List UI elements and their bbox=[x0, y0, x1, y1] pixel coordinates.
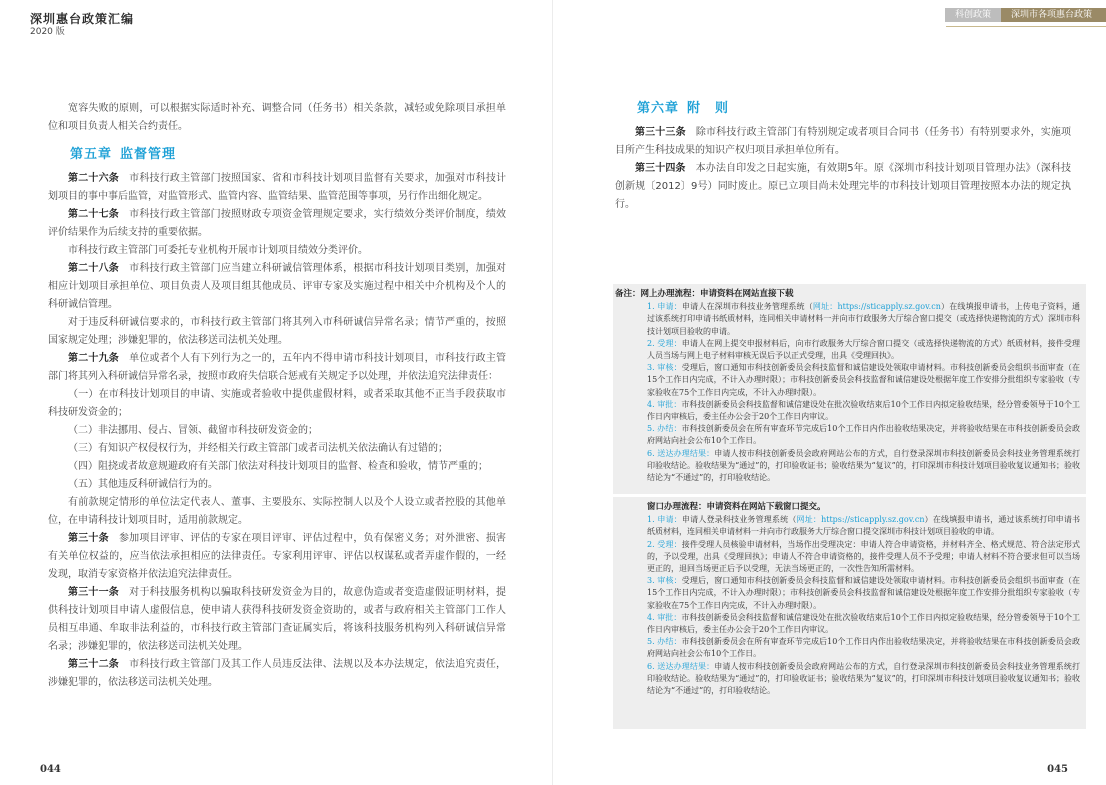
window-step-2: 2. 受理：接件受理人员核验申请材料，当场作出受理决定：申请人符合申请资格，并材料齐全、格式规范、符合法定形式的，予以受理，出具《受理回执》；申请人不符合申请资格的，接件受理人员不予受理；申请人材料不符合要求但可以当场更正的，退回当场更正后予以受理，无法当场更正的，一次性告知所需材料。 bbox=[647, 539, 1080, 574]
online-step-3: 3. 审核：受理后，窗口通知市科技创新委员会科技监督和诚信建设处领取申请材料。市科技创新委员会组织书面审查（在15个工作日内完成，不计入办理时限）；市科技创新委员会科技监督和诚信建设处根据年度工作安排分批组织专家验收（专家验收在75个工作日内完成，不计入办理时限）。 bbox=[647, 363, 1080, 397]
article-26-label: 第二十六条 bbox=[68, 173, 119, 184]
window-step-3: 3. 审核：受理后，窗口通知市科技创新委员会科技监督和诚信建设处领取申请材料。市科技创新委员会组织书面审查（在15个工作日内完成，不计入办理时限）；市科技创新委员会科技监督和诚信建设处根据年度工作安排分批组织专家验收（专家验收在75个工作日内完成，不计入办理时限）。 bbox=[647, 576, 1080, 610]
apply-system-link[interactable]: https://sticapply.sz.gov.cn bbox=[837, 302, 941, 312]
online-step-1: 1. 申请：申请人在深圳市科技业务管理系统（网址：https://sticapply.sz.gov.cn）在线填报申请书，上传电子资料，通过该系统打印申请书纸质材料，连同相关申请材料一并向市行政服务大厅综合窗口提交（或选择快递物流的方式）深圳市科技计划项目验收的申请。 bbox=[647, 302, 1081, 336]
article-29 bbox=[48, 350, 506, 386]
article-28 bbox=[48, 260, 506, 314]
intro-paragraph: 宽容失败的原则，可以根据实际适时补充、调整合同（任务书）相关条款，减轻或免除项目承担单位和项目负责人相关合约责任。 bbox=[48, 103, 506, 132]
left-body-text bbox=[48, 100, 506, 692]
chapter-6-number: 第六章 bbox=[637, 101, 680, 116]
article-29-item: （二）非法挪用、侵占、冒领、截留市科技研发资金的； bbox=[68, 425, 318, 436]
article-33-text: 除市科技行政主管部门有特别规定或者项目合同书（任务书）有特别要求外，实施项目所产生科技成果的知识产权归项目承担单位所有。 bbox=[615, 127, 1072, 156]
book-title: 深圳惠台政策汇编 bbox=[30, 12, 135, 26]
window-step-5: 5. 办结：市科技创新委员会在所有审查环节完成后10个工作日内作出验收结果决定，并将验收结果在市科技创新委员会政府网站向社会公布10个工作日。 bbox=[647, 637, 1080, 659]
chapter-5-name: 监督管理 bbox=[120, 147, 177, 162]
url-label: 网址： bbox=[796, 515, 822, 525]
article-32-text: 市科技行政主管部门及其工作人员违反法律、法规以及本办法规定，依法追究责任，涉嫌犯罪的，依法移送司法机关处理。 bbox=[48, 659, 507, 688]
note-label: 备注： bbox=[615, 289, 641, 299]
article-28-paragraph-2: 对于违反科研诚信要求的，市科技行政主管部门将其列入市科研诚信异常名录；情节严重的，按照国家规定处理；涉嫌犯罪的，依法移送司法机关处理。 bbox=[48, 317, 506, 346]
tab-subsection: 深圳市各项惠台政策 bbox=[1001, 8, 1106, 22]
article-29-label: 第二十九条 bbox=[68, 353, 119, 364]
online-process-title: 备注：网上办理流程：申请资料在网站直接下载 bbox=[615, 289, 794, 299]
window-step-1: 1. 申请：申请人登录科技业务管理系统（网址：https://sticapply.sz.gov.cn）在线填报申请书，通过该系统打印申请书纸质材料，连同相关申请材料一并向市行政服务大厅综合窗口提交深圳市科技计划项目验收的申请。 bbox=[647, 515, 1080, 537]
article-31 bbox=[48, 584, 506, 656]
article-29-item: （一）在市科技计划项目的申请、实施或者验收中提供虚假材料，或者采取其他不正当手段获取市科技研发资金的； bbox=[48, 389, 506, 418]
article-34 bbox=[615, 160, 1071, 214]
section-tabs bbox=[945, 8, 1106, 22]
right-page bbox=[553, 0, 1106, 785]
article-33-label: 第三十三条 bbox=[635, 127, 686, 138]
edition-label: 2020 版 bbox=[30, 27, 65, 37]
article-34-text: 本办法自印发之日起实施，有效期5年。原《深圳市科技计划项目管理办法》（深科技创新规〔2012〕9号）同时废止。原已立项目尚未处理完毕的市科技计划项目管理按照本办法的规定执行。 bbox=[615, 163, 1071, 210]
article-31-label: 第三十一条 bbox=[68, 587, 119, 598]
online-step-2: 2. 受理：申请人在网上提交申报材料后，向市行政服务大厅综合窗口提交（或选择快递物流的方式）纸质材料，接件受理人员当场与网上电子材料审核无误后予以正式受理，出具《受理回执》。 bbox=[647, 338, 1080, 361]
article-29-item: （三）有知识产权侵权行为，并经相关行政主管部门或者司法机关依法确认有过错的； bbox=[68, 443, 448, 454]
article-26-text: 市科技行政主管部门按照国家、省和市科技计划项目监督有关要求，加强对市科技计划项目的事中事后监管，对监管形式、监管内容、监管结果、监管范围等事项，另行作出细化规定。 bbox=[48, 173, 507, 202]
online-step-4: 4. 审批：市科技创新委员会科技监督和诚信建设处在批次验收结束后10个工作日内拟定验收结果，经分管委领导于10个工作日内审核后，委主任办公会于20个工作日内审议。 bbox=[647, 399, 1080, 422]
online-step-6: 6. 送达办理结果：申请人按市科技创新委员会政府网站公布的方式，自行登录深圳市科技创新委员会科技业务管理系统打印验收结论。验收结果为“通过”的，打印验收证书；验收结果为“复议”的，打印深圳市科技计划项目验收复议通知书；验收结论为“不通过”的，打印验收结论。 bbox=[647, 448, 1080, 483]
article-30-label: 第三十条 bbox=[68, 533, 109, 544]
online-step-5: 5. 办结：市科技创新委员会在所有审查环节完成后10个工作日内作出验收结果决定，并将验收结果在市科技创新委员会政府网站向社会公布10个工作日。 bbox=[647, 424, 1080, 446]
header-rule bbox=[946, 26, 1106, 27]
window-process-box bbox=[613, 497, 1086, 729]
chapter-5-heading bbox=[70, 146, 506, 164]
article-27-paragraph-2: 市科技行政主管部门可委托专业机构开展市计划项目绩效分类评价。 bbox=[68, 245, 368, 256]
article-29-text: 单位或者个人有下列行为之一的，五年内不得申请市科技计划项目，市科技行政主管部门将其列入科研诚信异常名录，按照市政府失信联合惩戒有关规定予以处理，并依法追究法律责任： bbox=[48, 353, 507, 382]
left-page-number: 044 bbox=[40, 764, 61, 775]
url-label: 网址： bbox=[812, 302, 838, 312]
right-body-text bbox=[615, 100, 1071, 214]
article-31-text: 对于科技服务机构以骗取科技研发资金为目的，故意伪造或者变造虚假证明材料，提供科技计划项目申请人虚假信息，使申请人获得科技研发资金资助的，或者与政府相关主管部门工作人员相互串通、牟取非法利益的，市科技行政主管部门查证属实后，将该科技服务机构列入科研诚信异常名录；涉嫌犯罪的，依法移送司法机关处理。 bbox=[48, 587, 507, 652]
online-process-box bbox=[613, 284, 1086, 494]
article-32-label: 第三十二条 bbox=[68, 659, 119, 670]
article-34-label: 第三十四条 bbox=[635, 163, 686, 174]
chapter-6-name: 附 则 bbox=[687, 101, 730, 116]
article-30-text: 参加项目评审、评估的专家在项目评审、评估过程中，负有保密义务；对外泄密、损害有关单位权益的，应当依法承担相应的法律责任。专家利用评审、评估以权谋私或者弄虚作假的，一经发现，取消专家资格并依法追究法律责任。 bbox=[48, 533, 507, 580]
chapter-6-heading bbox=[637, 100, 1071, 118]
article-27 bbox=[48, 206, 506, 242]
article-33 bbox=[615, 124, 1071, 160]
article-27-text: 市科技行政主管部门按照财政专项资金管理规定要求，实行绩效分类评价制度，绩效评价结果作为后续支持的重要依据。 bbox=[48, 209, 507, 238]
right-page-number: 045 bbox=[1047, 764, 1068, 775]
apply-system-link[interactable]: https://sticapply.sz.gov.cn bbox=[821, 515, 925, 525]
chapter-5-number: 第五章 bbox=[70, 147, 113, 162]
article-32 bbox=[48, 656, 506, 692]
article-29-item: （五）其他违反科研诚信行为的。 bbox=[68, 479, 218, 490]
article-27-label: 第二十七条 bbox=[68, 209, 119, 220]
article-28-label: 第二十八条 bbox=[68, 263, 119, 274]
tab-section: 科创政策 bbox=[945, 8, 1001, 22]
window-step-4: 4. 审批：市科技创新委员会科技监督和诚信建设处在批次验收结束后10个工作日内拟定验收结果，经分管委领导于10个工作日内审核后，委主任办公会于20个工作日内审议。 bbox=[647, 612, 1080, 635]
article-26 bbox=[48, 170, 506, 206]
article-29-item: （四）阻挠或者故意规避政府有关部门依法对科技计划项目的监督、检查和验收，情节严重的； bbox=[68, 461, 488, 472]
article-29-paragraph-2: 有前款规定情形的单位法定代表人、董事、主要股东、实际控制人以及个人设立或者控股的其他单位，在申请科技计划项目时，适用前款规定。 bbox=[48, 497, 506, 526]
article-30 bbox=[48, 530, 506, 584]
article-28-text: 市科技行政主管部门应当建立科研诚信管理体系，根据市科技计划项目类别，加强对相应计划项目承担单位、项目负责人及项目组其他成员、评审专家及实施过程中相关中介机构及个人的科研诚信管理。 bbox=[48, 263, 507, 310]
window-process-title: 窗口办理流程：申请资料在网站下载窗口提交。 bbox=[647, 502, 826, 512]
window-step-6: 6. 送达办理结果：申请人按市科技创新委员会政府网站公布的方式，自行登录深圳市科技创新委员会科技业务管理系统打印验收结论。验收结果为“通过”的，打印验收证书；验收结果为“复议”的，打印深圳市科技计划项目验收复议通知书；验收结论为“不通过”的，打印验收结论。 bbox=[647, 661, 1080, 696]
